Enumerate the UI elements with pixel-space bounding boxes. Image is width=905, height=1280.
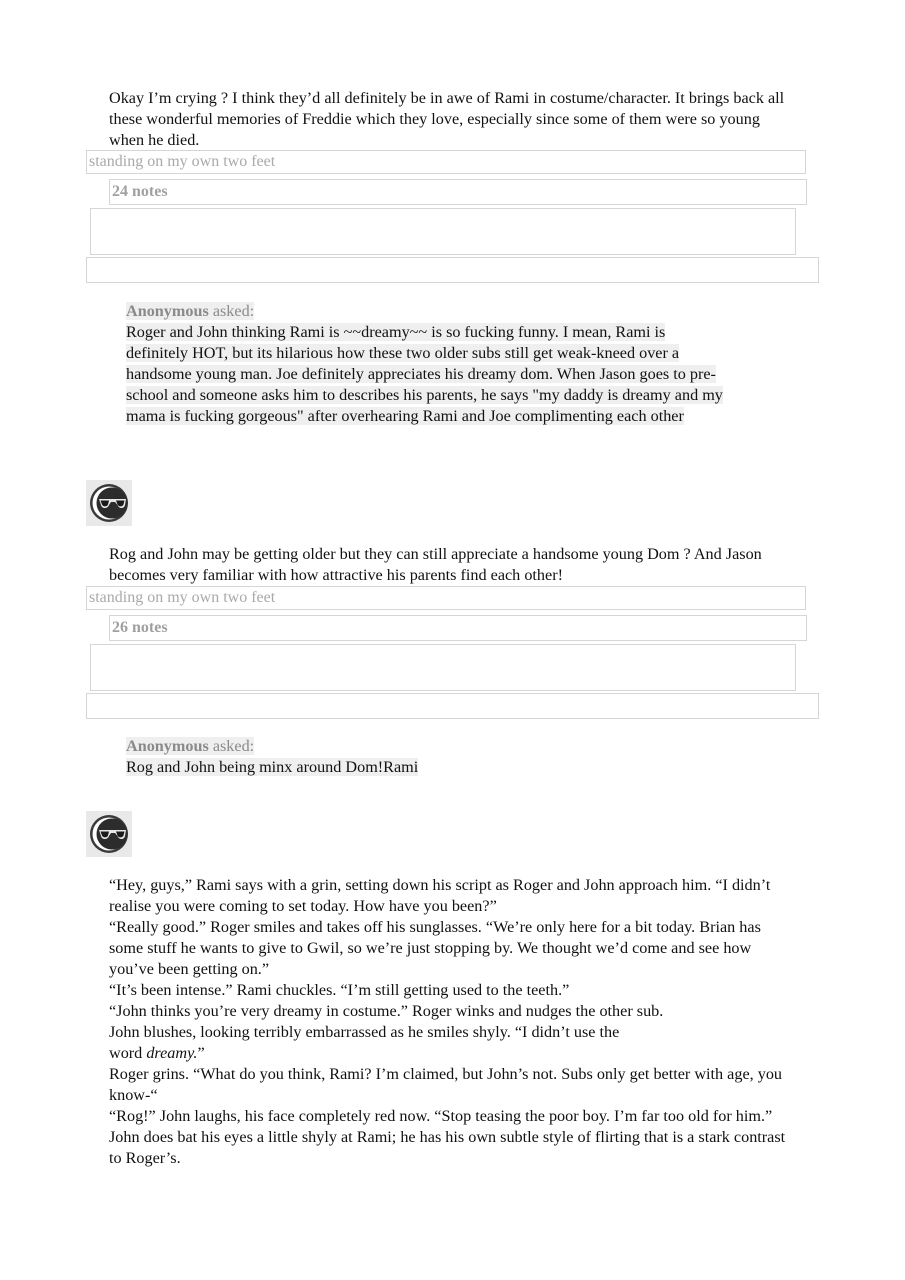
empty-frame (90, 208, 796, 255)
emphasis: dreamy. (146, 1044, 198, 1062)
story-paragraph: “Hey, guys,” Rami says with a grin, setting down his script as Roger and John approach him. “I didn’t realise you were coming to set today. How have you been?” (109, 876, 771, 915)
post-answer: Rog and John may be getting older but they can still appreciate a handsome young Dom ? And Jason becomes very familiar with how attractive his parents find each other! (109, 545, 762, 584)
source-link[interactable]: standing on my own two feet (86, 150, 806, 174)
ask-block (126, 736, 726, 778)
story-paragraph: John blushes, looking terribly embarrassed as he smiles shyly. “I didn’t use the (109, 1023, 620, 1041)
asked-label: asked: (212, 302, 255, 320)
post-answer: Okay I’m crying ? I think they’d all definitely be in awe of Rami in costume/character. It brings back all these wonderful memories of Freddie which they love, especially since some of them were so young when he died. (109, 89, 785, 149)
notes-count[interactable]: 26 notes (109, 615, 807, 641)
question-text: Roger and John thinking Rami is ~~dreamy~~ is so fucking funny. I mean, Rami is definitely HOT, but its hilarious how these two older subs still get weak-kneed over a handsome young man. Joe definitely appreciates his dreamy dom. When Jason goes to pre-school and someone asks him to describes his parents, he says "my daddy is dreamy and my mama is fucking gorgeous" after overhearing Rami and Joe complimenting each other (126, 323, 723, 425)
story-paragraph: word dreamy.” (109, 1044, 205, 1062)
empty-frame (86, 257, 819, 283)
asked-label: asked: (212, 737, 255, 755)
asker-line (126, 736, 726, 757)
question-text: Rog and John being minx around Dom!Rami (126, 758, 419, 776)
empty-frame (90, 644, 796, 691)
asker-name[interactable]: Anonymous (126, 737, 209, 755)
ask-block (126, 301, 726, 427)
sunglasses-avatar-icon[interactable] (86, 811, 132, 857)
asker-name[interactable]: Anonymous (126, 302, 209, 320)
source-link[interactable]: standing on my own two feet (86, 586, 806, 610)
sunglasses-avatar-icon[interactable] (86, 480, 132, 526)
empty-frame (86, 693, 819, 719)
story-text (109, 875, 799, 1169)
story-paragraph: “John thinks you’re very dreamy in costume.” Roger winks and nudges the other sub. (109, 1002, 664, 1020)
story-paragraph: “It’s been intense.” Rami chuckles. “I’m still getting used to the teeth.” (109, 981, 570, 999)
notes-count[interactable]: 24 notes (109, 179, 807, 205)
story-paragraph: “Really good.” Roger smiles and takes off his sunglasses. “We’re only here for a bit today. Brian has some stuff he wants to give to Gwil, so we’re just stopping by. We thought we’d come and see how you’ve been getting on.” (109, 918, 761, 978)
story-paragraph: Roger grins. “What do you think, Rami? I’m claimed, but John’s not. Subs only get better with age, you know-“ (109, 1065, 783, 1104)
story-paragraph: “Rog!” John laughs, his face completely red now. “Stop teasing the poor boy. I’m far too old for him.” (109, 1107, 773, 1125)
asker-line (126, 301, 726, 322)
story-paragraph: John does bat his eyes a little shyly at Rami; he has his own subtle style of flirting that is a stark contrast to Roger’s. (109, 1128, 786, 1167)
